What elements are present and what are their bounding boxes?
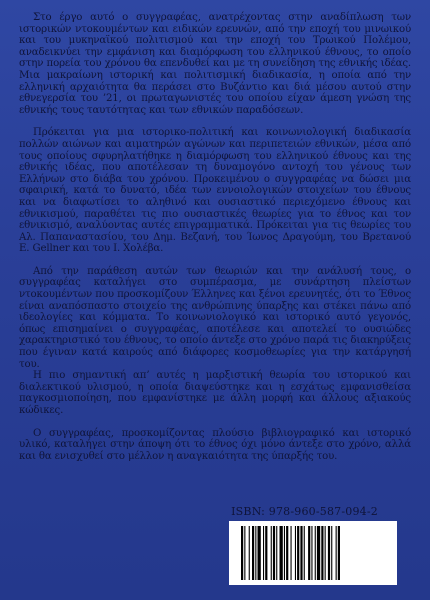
paragraph-1: Στο έργο αυτό ο συγγραφέας, ανατρέχοντας στην αναδίπλωση των ιστορικών ντοκουμέντων και ειδικών ερευνών, από την εποχή του μινωικού και του μυκηναϊκού πολιτισμού και την εποχή του Τρωικού Πολέμου, αναδεικνύει την εμφάνιση και διαμόρφωση του ελληνικού έθνους, το οποίο στην πορεία του χρόνου θα επενδυθεί και με τη συνείδηση της εθνικής ιδέας. Μια μακραίωνη ιστορική και πολιτισμική διαδικασία, η οποία από την ελληνική αρχαιότητα θα περάσει στο Βυζάντιο και διά μέσου αυτού στην εθνεγερσία του ’21, οι πρωταγωνιστές του οποίου είχαν άμεση γνώση της εθνικής τους ταυτότητας και των εθνικών παραδόσεων. <box>19 12 411 116</box>
isbn-label: ISBN: 978-960-587-094-2 <box>231 505 378 518</box>
barcode-icon <box>239 526 387 580</box>
paragraph-3: Από την παράθεση αυτών των θεωριών και την ανάλυσή τους, ο συγγραφέας καταλήγει στο συμπέρασμα, με συνάρτηση πλείστων ντοκουμέντων που προσκομίζουν Έλληνες και ξένοι ερευνητές, ότι το Έθνος είναι αναπόσπαστο στοιχείο της ανθρώπινης ύπαρξης και στέκει πάνω από ιδεολογίες και κόμματα. Το κοινωνιολογικό και ιστορικό αυτό γεγονός, όπως επισημαίνει ο συγγραφέας, αποτέλεσε και αποτελεί το ουσιώδες χαρακτηριστικό του έθνους, το οποίο άντεξε στο χρόνο παρά τις διακηρύξεις που έγιναν κατά καιρούς από διάφορες κοσμοθεωρίες για την κατάργησή του. <box>19 265 411 370</box>
paragraph-2: Πρόκειται για μια ιστορικο-πολιτική και κοινωνιολογική διαδικασία πολλών αιώνων και αιματηρών αγώνων και περιπετειών εθνικών, μέσα από τους οποίους σφυρηλατήθηκε η διαμόρφωση του ελληνικού έθνους και της εθνικής ιδέας, που αποτέλεσαν τη δυναμογόνο αντοχή του γένους των Ελλήνων στο διάβα του χρόνου. Προκειμένου ο συγγραφέας να δώσει μια σφαιρική, κατά το δυνατό, ιδέα των εννοιολογικών στοιχείων του έθνους και να διαφωτίσει το αληθινό και ουσιαστικό περιεχόμενο έθνους και εθνικισμού, παραθέτει τις πιο ουσιαστικές θεωρίες για το έθνος και τον εθνικισμό, αναλύοντας αυτές επιγραμματικά. Πρόκειται για τις θεωρίες του Αλ. Παπαναστασίου, του Δημ. Βεζανή, του Ίωνος Δραγούμη, του Βρετανού E. Gellner και του Ι. Χολέβα. <box>19 127 411 255</box>
barcode-box <box>229 521 397 585</box>
paragraph-5: Ο συγγραφέας, προσκομίζοντας πλούσιο βιβλιογραφικό και ιστορικό υλικό, καταλήγει στην άποψη ότι το έθνος όχι μόνο άντεξε στο χρόνο, αλλά και θα ενισχυθεί στο μέλλον η αναγκαιότητα της ύπαρξής του. <box>19 427 411 462</box>
blurb-text <box>19 12 411 462</box>
paragraph-4: Η πιο σημαντική απ’ αυτές η μαρξιστική θεωρία του ιστορικού και διαλεκτικού υλισμού, η οποία διαψεύστηκε και η εσχάτως εμφανισθείσα παγκοσμιοποίηση, που εμφανίστηκε με άλλη μορφή και άλλους αξιακούς κώδικες. <box>19 370 411 416</box>
